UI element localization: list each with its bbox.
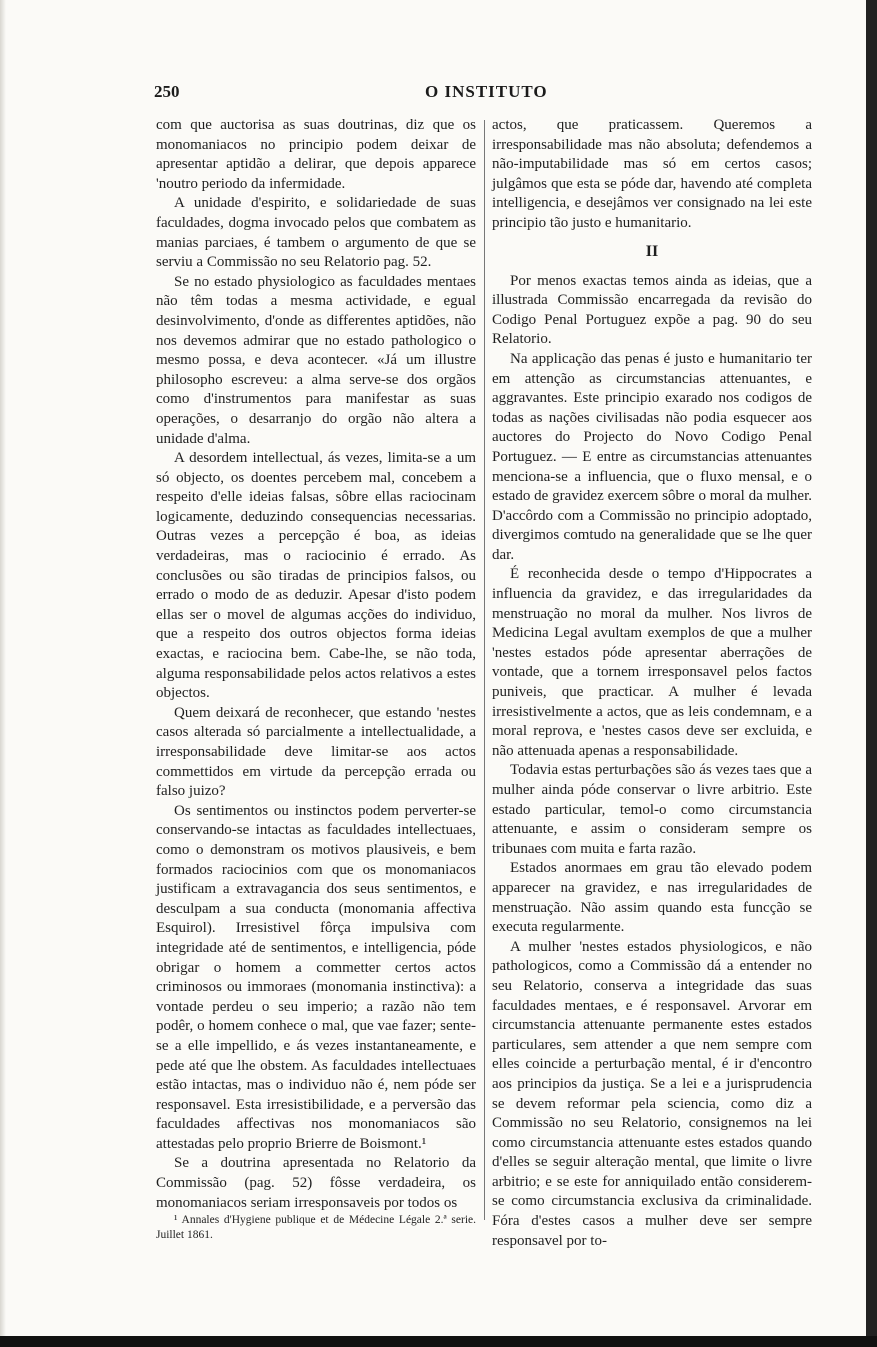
running-title: O INSTITUTO (425, 82, 548, 101)
section-heading: II (645, 242, 659, 260)
page-number: 250 (154, 82, 180, 101)
paragraph: Todavia estas perturbações são ás vezes taes que a mulher ainda póde conservar o livre arbitrio. Este estado particular, temol-o como circumstancia attenuante, e assim o consideram sempre os tribunaes com muita e farta razão. (492, 762, 812, 857)
paragraph: Quem deixará de reconhecer, que estando 'nestes casos alterada só parcialmente a intellectualidade, a irresponsabilidade deve limitar-se aos actos commettidos em virtude da percepção errada ou falso juizo? (156, 704, 476, 800)
paragraph: Se a doutrina apresentada no Relatorio da Commissão (pag. 52) fôsse verdadeira, os monomaniacos seriam irresponsaveis por todos os (156, 1155, 476, 1211)
paragraph: Estados anormaes em grau tão elevado podem apparecer na gravidez, e nas irregularidades de menstruação. Não assim quando esta funcção se executa regularmente. (492, 860, 812, 936)
paragraph: A desordem intellectual, ás vezes, limita-se a um só objecto, os doentes percebem mal, concebem a respeito d'elle ideias falsas, sôbre ellas raciocinam logicamente, deduzindo consequencias necessarias. Outras vezes a percepção é boa, as ideias verdadeiras, mas o raciocinio é errado. As conclusões ou são tiradas de principios falsos, ou errado o modo de as deduzir. Apesar d'isto podem ellas ser o movel de algumas acções do individuo, que a respeito dos outros objectos forma ideias exactas, e raciocina bem. Cabe-lhe, se não toda, alguma responsabilidade pelos actos relativos a estes objectos. (156, 450, 476, 702)
footnote: ¹ Annales d'Hygiene publique et de Médecine Légale 2.ª serie. Juillet 1861. (156, 1214, 476, 1242)
book-edge-bottom (0, 1336, 877, 1347)
paragraph: A mulher 'nestes estados physiologicos, e não pathologicos, como a Commissão dá a entender no seu Relatorio, conserva a integridade das suas faculdades mentaes, e é responsavel. Arvorar em circumstancia attenuante permanente estes estados particulares, sem attender a que nem sempre com elles coincide a perturbação mental, é ir d'encontro aos principios da justiça. Se a lei e a jurisprudencia se devem reformar pela sciencia, como diz a Commissão no seu Relatorio, consignemos na lei como circumstancia attenuante estes estados quando d'elles se seguir alteração mental, que limite o livre arbitrio; e se este for anniquilado então considerem-se como circumstancia exclusiva da criminalidade. Fóra d'estes casos a mulher deve ser sempre responsavel por to- (492, 938, 812, 1249)
right-column (492, 116, 812, 1251)
paragraph: Os sentimentos ou instinctos podem perverter-se conservando-se intactas as faculdades intellectuaes, como o demonstram os motivos plausiveis, e bem formados raciocinios com que os monomaniacos justificam a extravagancia dos seus sentimentos, e desculpam a sua conducta (monomania affectiva Esquirol). Irresistivel fôrça impulsiva com integridade até de sentimentos, e intelligencia, póde obrigar o homem a commetter certos actos criminosos ou immoraes (monomania instinctiva): a vontade perdeu o seu imperio; a razão não tem podêr, o homem conhece o mal, que vae fazer; sente-se a elle impellido, e ás vezes instantaneamente, e pede até que lhe obstem. As faculdades intellectuaes estão intactas, mas o individuo não é, nem póde ser responsavel. Esta irresistibilidade, e a perversão das faculdades affectivas nos monomaniacos são attestadas pelo proprio Brierre de Boismont.¹ (156, 802, 476, 1152)
paragraph: A unidade d'espirito, e solidariedade de suas faculdades, dogma invocado pelos que combatem as manias parciaes, é tambem o argumento de que se serviu a Commissão no seu Relatorio pag. 52. (156, 195, 476, 271)
paragraph: Na applicação das penas é justo e humanitario ter em attenção as circumstancias attenuantes, e aggravantes. Este principio exarado nos codigos de todas as nações civilisadas não podia esquecer aos auctores do Projecto do Novo Codigo Penal Portuguez. — E entre as circumstancias attenuantes menciona-se a influencia, que o fluxo mensal, e o estado de gravidez exercem sôbre o moral da mulher. D'accôrdo com a Commissão no principio adoptado, divergimos comtudo na generalidade que se lhe quer dar. (492, 350, 812, 563)
book-edge-right (866, 0, 877, 1347)
running-header (154, 82, 814, 106)
paragraph: Se no estado physiologico as faculdades mentaes não têm todas a mesma actividade, e egual desinvolvimento, d'onde as differentes aptidões, não nos devemos admirar que no estado pathologico o mesmo possa, e deva acontecer. «Já um illustre philosopho escreveu: a alma serve-se dos orgãos como d'instrumentos para manifestar as suas operações, o desarranjo do orgão não altera a unidade d'alma. (156, 273, 476, 447)
column-divider (484, 120, 485, 1220)
left-column (156, 116, 476, 1243)
paragraph: com que auctorisa as suas doutrinas, diz que os monomaniacos no principio podem deixar de apresentar aptidão a delirar, que depois apparece 'noutro periodo da infermidade. (156, 117, 476, 192)
paragraph: Por menos exactas temos ainda as ideias, que a illustrada Commissão encarregada da revisão do Codigo Penal Portuguez expõe a pag. 90 do seu Relatorio. (492, 272, 812, 348)
paragraph: actos, que praticassem. Queremos a irresponsabilidade mas não absoluta; defendemos a não-imputabilidade mas só em certos casos; julgâmos que esta se póde dar, havendo até completa intelligencia, e desejâmos ver consignado na lei este principio tão justo e humanitario. (492, 117, 812, 231)
paragraph: É reconhecida desde o tempo d'Hippocrates a influencia da gravidez, e das irregularidades da menstruação no moral da mulher. Nos livros de Medicina Legal avultam exemplos de que a mulher 'nestes estados póde apresentar aberrações de vontade, que a tornem irresponsavel pelos factos puniveis, que practicar. A mulher é levada irresistivelmente a actos, que as leis condemnam, e a moral reprova, e 'nestes casos deve ser excluida, e não attenuada apenas a responsabilidade. (492, 566, 812, 759)
page-gutter-shadow (0, 0, 6, 1336)
